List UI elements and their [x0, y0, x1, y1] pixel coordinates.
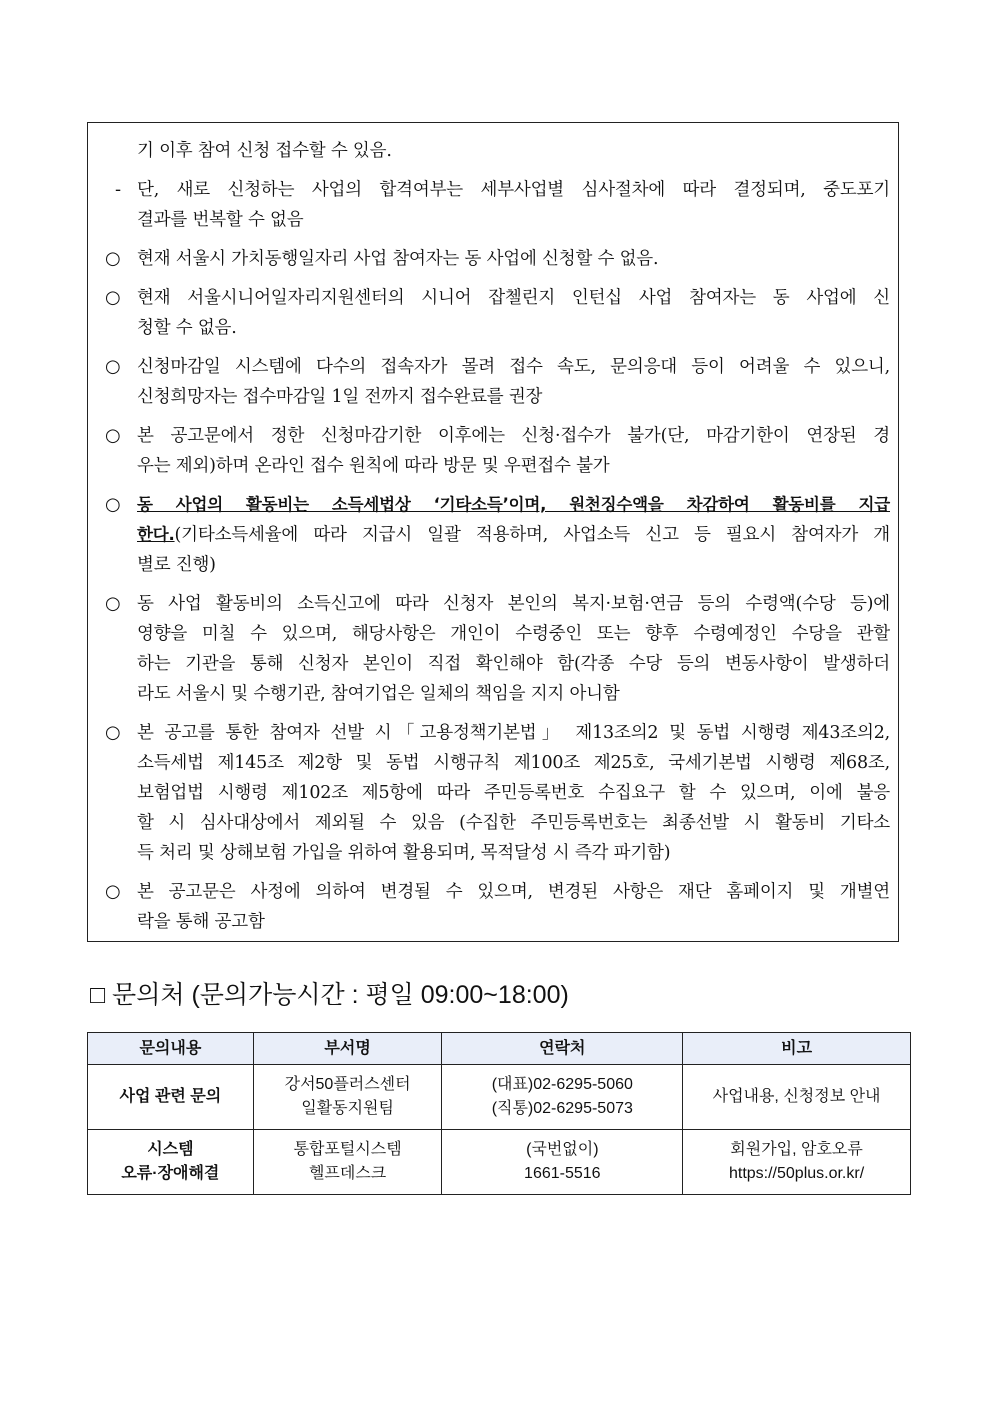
phone-cell-text: (대표)02-6295-5060 [491, 1076, 633, 1093]
notice-text: 현재 서울시 가치동행일자리 사업 참여자는 동 사업에 신청할 수 없음. [137, 249, 659, 269]
notice-line [88, 352, 898, 382]
notice-line [88, 907, 898, 937]
notice-text: 신청희망자는 접수마감일 1일 전까지 접수완료를 권장 [137, 387, 543, 407]
notice-paragraph [88, 136, 898, 166]
phone-cell-text: (국번없이) [526, 1141, 599, 1158]
notice-line [88, 451, 898, 481]
department-cell-text: 강서50플러스센터 [284, 1076, 411, 1093]
notice-line [88, 520, 898, 550]
notice-text: 보험업법 시행령 제102조 제5항에 따라 주민등록번호 수집요구 할 수 있으며, 이에 불응 [137, 783, 890, 803]
department-cell-text: 헬프데스크 [308, 1165, 387, 1182]
table-header-row [88, 1033, 911, 1065]
notice-text: 영향을 미칠 수 있으며, 해당사항은 개인이 수령중인 또는 향후 수령예정인 수당을 관할 [137, 624, 890, 644]
notice-line [88, 205, 898, 235]
notice-paragraph [88, 244, 898, 274]
notice-text: 락을 통해 공고함 [137, 912, 265, 932]
notice-paragraph [88, 175, 898, 235]
notice-line [88, 550, 898, 580]
note-cell-text: 사업내용, 신청정보 안내 [712, 1088, 881, 1105]
circle-bullet-icon: ○ [105, 248, 121, 269]
phone-cell-text: 1661-5516 [524, 1165, 601, 1182]
contact-heading: □ 문의처 (문의가능시간 : 평일 09:00~18:00) [90, 981, 569, 1009]
notice-text: 본 공고문에서 정한 신청마감기한 이후에는 신청·접수가 불가(단, 마감기한이 연장된 경 [137, 426, 890, 446]
notice-paragraph [88, 421, 898, 481]
notice-text: 단, 새로 신청하는 사업의 합격여부는 세부사업별 심사절차에 따라 결정되며, 중도포기 [137, 180, 890, 200]
notice-line [88, 679, 898, 709]
notice-line [88, 382, 898, 412]
inquiry-topic-cell-text: 오류·장애해결 [121, 1165, 220, 1182]
circle-bullet-icon: ○ [105, 494, 121, 515]
note-cell [683, 1130, 911, 1195]
notice-text: 하는 기관을 통해 신청자 본인이 직접 확인해야 함(각종 수당 등의 변동사항이 발생하더 [137, 654, 890, 674]
notice-text: 소득세법 제145조 제2항 및 동법 시행규칙 제100조 제25호, 국세기본법 시행령 제68조, [137, 753, 890, 773]
department-cell-text: 통합포털시스템 [293, 1141, 402, 1158]
column-header-contact: 연락처 [442, 1033, 683, 1065]
notice-line [88, 838, 898, 868]
notice-text: 신청마감일 시스템에 다수의 접속자가 몰려 접수 속도, 문의응대 등이 어려울 수 있으니, [137, 357, 890, 377]
notice-line [88, 718, 898, 748]
contact-table [87, 1032, 911, 1195]
notice-text: 기 이후 참여 신청 접수할 수 있음. [137, 141, 392, 161]
notice-line [88, 313, 898, 343]
notice-paragraph [88, 490, 898, 580]
circle-bullet-icon: ○ [105, 593, 121, 614]
note-cell [683, 1065, 911, 1130]
circle-bullet-icon: ○ [105, 881, 121, 902]
emphasized-text: 동 사업의 활동비는 소득세법상 ‘기타소득’이며, 원천징수액을 차감하여 활동비를 지급 [137, 495, 890, 514]
column-header-note: 비고 [683, 1033, 911, 1065]
notice-text: 청할 수 없음. [137, 318, 237, 338]
notice-text: 현재 서울시니어일자리지원센터의 시니어 잡첼린지 인턴십 사업 참여자는 동 사업에 신 [137, 288, 890, 308]
notice-paragraph [88, 718, 898, 868]
notice-text: 본 공고문은 사정에 의하여 변경될 수 있으며, 변경된 사항은 재단 홈페이지 및 개별연 [137, 882, 890, 902]
note-cell-text: https://50plus.or.kr/ [728, 1165, 865, 1182]
notice-line [88, 778, 898, 808]
phone-cell [442, 1065, 683, 1130]
inquiry-topic-cell-text: 사업 관련 문의 [119, 1088, 222, 1105]
notice-line [88, 808, 898, 838]
notice-text: 본 공고를 통한 참여자 선발 시「고용정책기본법」 제13조의2 및 동법 시행령 제43조의2, [137, 723, 891, 743]
table-row [88, 1130, 911, 1195]
notice-paragraph [88, 877, 898, 937]
notice-line [88, 619, 898, 649]
notice-text: 라도 서울시 및 수행기관, 참여기업은 일체의 책임을 지지 아니함 [137, 684, 620, 704]
notice-box [87, 122, 899, 942]
column-header-department: 부서명 [253, 1033, 442, 1065]
department-cell [253, 1065, 442, 1130]
emphasized-text: 한다. [137, 525, 175, 544]
notice-line [88, 748, 898, 778]
inquiry-topic-cell-text: 시스템 [147, 1141, 194, 1158]
circle-bullet-icon: ○ [105, 722, 121, 743]
phone-cell [442, 1130, 683, 1195]
notice-text: 우는 제외)하며 온라인 접수 원칙에 따라 방문 및 우편접수 불가 [137, 456, 610, 476]
dash-bullet-icon: - [115, 179, 122, 200]
notice-line [88, 244, 898, 274]
column-header-topic: 문의내용 [88, 1033, 254, 1065]
department-cell [253, 1130, 442, 1195]
phone-cell-text: (직통)02-6295-5073 [491, 1100, 633, 1117]
notice-paragraph [88, 352, 898, 412]
notice-text: (기타소득세율에 따라 지급시 일괄 적용하며, 사업소득 신고 등 필요시 참여자가 개 [174, 525, 890, 545]
notice-line [88, 877, 898, 907]
notice-line [88, 175, 898, 205]
notice-paragraph [88, 283, 898, 343]
notice-line [88, 490, 898, 520]
notice-text: 결과를 번복할 수 없음 [137, 210, 304, 230]
notice-text: 동 사업 활동비의 소득신고에 따라 신청자 본인의 복지·보험·연금 등의 수령액(수당 등)에 [137, 594, 890, 614]
notice-line [88, 589, 898, 619]
notice-line [88, 421, 898, 451]
notice-list [88, 123, 898, 937]
notice-text: 득 처리 및 상해보험 가입을 위하여 활용되며, 목적달성 시 즉각 파기함) [137, 843, 671, 863]
notice-line [88, 283, 898, 313]
department-cell-text: 일활동지원팀 [301, 1100, 394, 1117]
notice-line [88, 136, 898, 166]
notice-line [88, 649, 898, 679]
inquiry-topic-cell [88, 1065, 254, 1130]
circle-bullet-icon: ○ [105, 425, 121, 446]
notice-text: 별로 진행) [137, 555, 216, 575]
notice-paragraph [88, 589, 898, 709]
circle-bullet-icon: ○ [105, 356, 121, 377]
notice-text: 할 시 심사대상에서 제외될 수 있음 (수집한 주민등록번호는 최종선발 시 활동비 기타소 [137, 813, 890, 833]
table-row [88, 1065, 911, 1130]
inquiry-topic-cell [88, 1130, 254, 1195]
note-cell-text: 회원가입, 암호오류 [730, 1141, 863, 1158]
circle-bullet-icon: ○ [105, 287, 121, 308]
